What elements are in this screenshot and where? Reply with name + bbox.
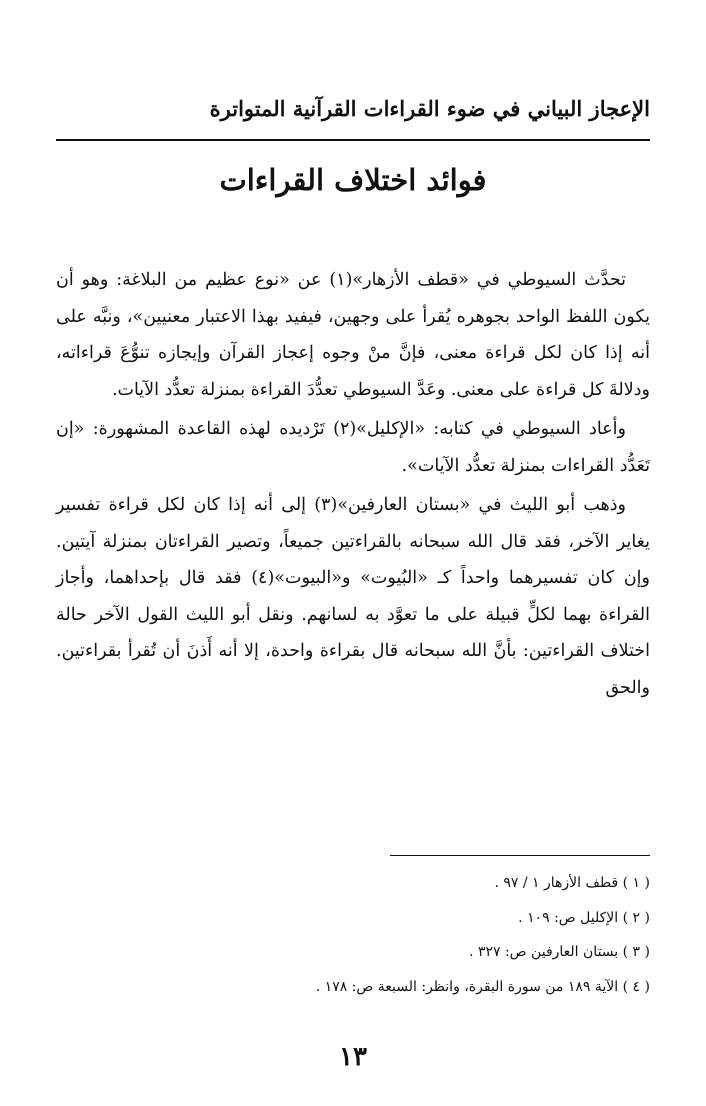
body-paragraph: وذهب أبو الليث في «بستان العارفين»(٣) إلى أنه إذا كان لكل قراءة تفسير يغاير الآخر، فقد قال الله سبحانه بالقراءتين جميعاً، وتصير القراءتان بمنزلة آيتين. وإن كان تفسيرهما واحداً كـ «البُيوت» و«البيوت»(٤) فقد قال بإحداهما، وأجاز القراءة بهما لكلٍّ قبيلة على ما تعوَّد به لسانهم. ونقل أبو الليث القول الآخر حالة اختلاف القراءتين: بأنَّ الله سبحانه قال بقراءة واحدة، إلا أنه أَذنَ أن تُقرأ بقراءتين. والحق <box>56 495 650 698</box>
body-text <box>56 262 650 709</box>
body-paragraph: تحدَّث السيوطي في «قطف الأزهار»(١) عن «نوع عظيم من البلاغة: وهو أن يكون اللفظ الواحد بجوهره يُقرأ على وجهين، فيفيد بهذا الاعتبار معنيين»، ونبَّه على أنه إذا كان لكل قراءة معنى، فإنَّ منْ وجوه إعجاز القرآن وإيجازه تنوُّعَ قراءاته، ودلالةَ كل قراءة على معنى. وعَدَّ السيوطي تعدُّدَ القراءة بمنزلة تعدُّد الآيات. <box>56 270 650 400</box>
chapter-title: فوائد اختلاف القراءات <box>219 163 487 197</box>
header-divider <box>56 139 650 141</box>
footnotes <box>56 866 650 1004</box>
footnote-item: ( ٤ ) الآية ١٨٩ من سورة البقرة، وانظر: السبعة ص: ١٧٨ . <box>315 978 650 995</box>
body-paragraph: وأعاد السيوطي في كتابه: «الإكليل»(٢) تَرْديده لهذه القاعدة المشهورة: «إن تَعَدُّد القراءات بمنزلة تعدُّد الآيات». <box>56 419 650 476</box>
running-header: الإعجاز البياني في ضوء القراءات القرآنية المتواترة <box>209 96 650 121</box>
page-number: ١٣ <box>339 1042 367 1072</box>
footnote-divider <box>390 855 650 856</box>
footnote-item: ( ٣ ) بستان العارفين ص: ٣٢٧ . <box>469 944 650 960</box>
footnote-item: ( ١ ) قطف الأزهار ١ / ٩٧ . <box>494 875 650 891</box>
footnote-item: ( ٢ ) الإكليل ص: ١٠٩ . <box>518 909 650 926</box>
